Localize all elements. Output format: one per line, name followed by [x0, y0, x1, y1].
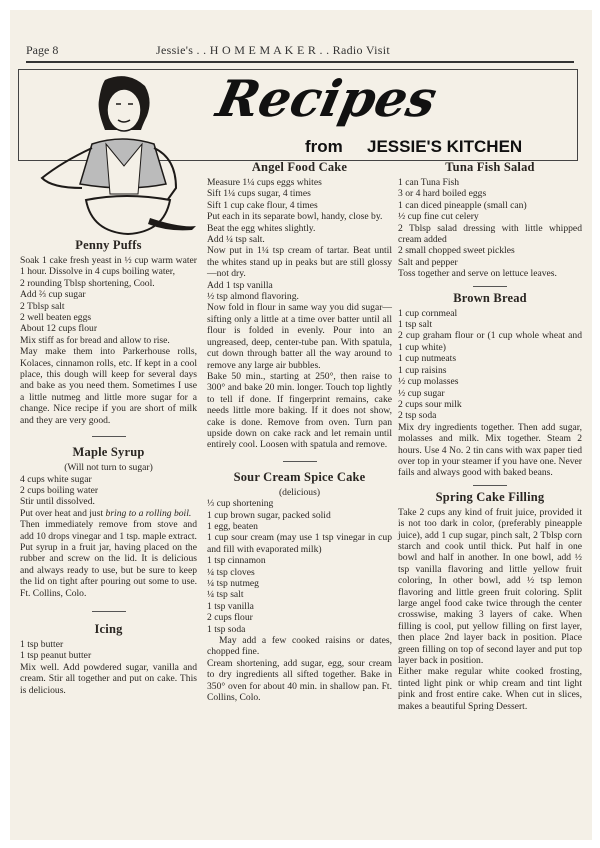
recipe-title: Maple Syrup [72, 445, 145, 460]
header-rule [26, 61, 574, 63]
recipe-tuna-fish-salad [398, 160, 582, 280]
recipe-line: ⅓ cup shortening [207, 498, 274, 510]
recipe-line: 1 tsp vanilla [207, 600, 254, 612]
recipe-line: 1 cup sour cream (may use 1 tsp vinegar in cup and fill with evaporated milk) [207, 532, 392, 555]
recipe-brown-bread [398, 291, 582, 479]
recipes-script-title: Recipes [211, 70, 442, 128]
recipe-line: 2 Tblsp salad dressing with little whipped cream added [398, 222, 582, 246]
recipe-line: Mix well. Add powdered sugar, vanilla and cream. Stir all together and put on cake. This is delicious. [20, 661, 197, 696]
recipe-title: Spring Cake Filling [435, 489, 545, 504]
recipe-subtitle: (Will not turn to sugar) [64, 462, 153, 474]
recipe-line: 2 Tblsp salt [20, 300, 65, 312]
text: Put over heat and just [20, 507, 106, 519]
recipe-line: 3 or 4 hard boiled eggs [398, 188, 487, 200]
recipe-subtitle: (delicious) [278, 486, 321, 498]
recipe-line [20, 508, 197, 519]
recipe-line: 4 cups white sugar [20, 473, 92, 485]
magazine-page [10, 10, 592, 840]
recipe-line: Salt and pepper [398, 256, 458, 268]
recipe-title: Penny Puffs [75, 238, 142, 252]
recipe-line: 2 cups sour milk [398, 398, 462, 410]
column-middle [207, 160, 392, 703]
recipe-line: ¼ tsp salt [207, 589, 244, 601]
column-left [20, 238, 197, 696]
recipe-line: Then immediately remove from stove and add 10 drops vinegar and 1 tsp. maple extract. [20, 519, 197, 542]
banner-from: from [305, 137, 343, 156]
page-number: Page 8 [26, 43, 59, 57]
section-divider [92, 611, 126, 612]
recipe-line: Cream shortening, add sugar, egg, sour cream to dry ingredients all sifted together. Bake in 350° oven for about 40 min. in shallow pan. Ft. Collins, Colo. [207, 657, 392, 704]
recipe-spring-cake-filling [398, 490, 582, 712]
recipe-line: 1 tsp soda [207, 623, 246, 635]
recipe-line: Soak 1 cake fresh yeast in ½ cup warm water 1 hour. Dissolve in 4 cups boiling water, [20, 255, 197, 278]
recipe-line: 2 well beaten eggs [20, 312, 92, 324]
recipe-maple-syrup [20, 445, 197, 599]
recipe-line: Sift 1¼ cups sugar, 4 times [207, 188, 311, 200]
section-divider [92, 436, 126, 437]
recipe-icing [20, 622, 197, 696]
recipe-title: Angel Food Cake [251, 160, 348, 174]
cook-illustration [30, 68, 200, 248]
recipe-line: Now put in 1¼ tsp cream of tartar. Beat until the whites stand up in peaks but are still glossy—not dry. [207, 245, 392, 280]
recipe-line: Add ¼ tsp salt. [207, 234, 265, 246]
recipe-line: Now fold in flour in same way you did sugar—sifting only a little at a time over batter until all flour is folded in evenly. Pour into an ungreased, deep, center-tube pan. With spatula, cut down through batter all the way around to remove any large air bubbles. [207, 302, 392, 371]
recipe-line: 2 cups flour [207, 612, 253, 624]
recipe-line: 1 egg, beaten [207, 520, 258, 532]
emphasis-text: bring to a rolling boil. [105, 507, 192, 519]
recipe-line: 1 tsp cinnamon [207, 555, 266, 567]
recipe-line: 2 cup graham flour or (1 cup whole wheat and 1 cup white) [398, 330, 582, 353]
recipe-angel-food-cake [207, 160, 392, 451]
section-divider [283, 461, 317, 462]
recipe-title: Sour Cream Spice Cake [233, 469, 366, 484]
recipe-line: Add ⅔ cup sugar [20, 289, 86, 301]
recipe-line: ¼ tsp nutmeg [207, 578, 259, 589]
recipe-line: Put each in its separate bowl, handy, close by. [207, 211, 383, 223]
recipe-line: ½ cup molasses [398, 376, 459, 388]
running-title: Jessie's . . H O M E M A K E R . . Radio Visit [156, 43, 391, 57]
recipe-line: 1 tsp butter [20, 638, 64, 650]
recipe-line: 1 cup cornmeal [398, 307, 458, 319]
recipe-line: 1 cup raisins [398, 364, 447, 376]
recipe-line: 1 cup brown sugar, packed solid [207, 509, 331, 521]
recipe-title: Brown Bread [453, 290, 527, 305]
recipe-line: Take 2 cups any kind of fruit juice, provided it is not too dark in color, (preferably pineapple juice), add 1 cup sugar, pinch salt, 2 Tblsp corn starch and cook until thick. Put half in one bowl and half in another. In one bowl, add ½ tsp vanilla flavoring and little yellow fruit coloring, In other bowl, add ½ tsp lemon flavoring and little green fruit coloring. Split large angel food cake twice through the center crosswise, making 3 layers of cake. When filling is cool, put yellow filling on first layer, then place 2nd layer back in position. Place green filling on top of second layer and put top layer back in position. [398, 506, 582, 667]
recipe-line: 1 can diced pineapple (small can) [398, 199, 527, 211]
section-divider [473, 485, 507, 486]
recipe-line: May add a few cooked raisins or dates, chopped fine. [207, 635, 392, 658]
recipe-line: Put syrup in a fruit jar, having placed on the rubber and screw on the lid. It is delicious and always ready to use, but be sure to keep the lid on tight after pouring out some to use. Ft. Collins, Colo. [20, 541, 197, 599]
recipe-line: 1 tsp peanut butter [20, 650, 92, 662]
recipe-line: May make them into Parkerhouse rolls, Kolaces, cinnamon rolls, etc. If kept in a cool place, this dough will keep for several days and bake as you need them. Sometimes I use a little nutmeg and little more sugar for a change. Nice recipe if you are short of milk and they are very good. [20, 346, 197, 426]
recipe-line: Mix dry ingredients together. Then add sugar, molasses and milk. Mix together. Steam 2 hours. Use 4 No. 2 tin cans with wax paper tied over top in your steamer if you have one. Never fails and always good with baked beans. [398, 421, 582, 479]
recipe-line: Toss together and serve on lettuce leaves. [398, 268, 557, 280]
recipe-line: Stir until dissolved. [20, 496, 95, 508]
recipe-title: Tuna Fish Salad [445, 160, 535, 174]
recipe-line: Measure 1¼ cups eggs whites [207, 177, 322, 188]
recipes-banner-title [210, 70, 580, 160]
recipe-line: 1 cup nutmeats [398, 353, 457, 365]
recipe-line: Bake 50 min., starting at 250°, then raise to 300° and bake 20 min. longer. Touch top lightly to tell if done. If fingerprint remains, cake needs little more baking. If it does not show, cake is done. Remove from oven. Turn pan upside down on cake rack and let remain until entirely cool. Loosen with spatula and remove. [207, 370, 392, 451]
recipe-line: 2 cups boiling water [20, 484, 99, 496]
recipe-penny-puffs [20, 238, 197, 426]
recipe-line: ½ cup fine cut celery [398, 211, 479, 223]
recipe-line: About 12 cups flour [20, 323, 98, 335]
recipe-line: Mix stiff as for bread and allow to rise. [20, 334, 170, 346]
recipe-sour-cream-spice-cake [207, 470, 392, 704]
recipe-line: Beat the egg whites slightly. [207, 222, 316, 234]
section-divider [473, 286, 507, 287]
banner-kitchen: JESSIE'S KITCHEN [367, 137, 523, 156]
recipe-line: 2 small chopped sweet pickles [398, 245, 515, 257]
column-right [398, 160, 582, 712]
recipe-line: 1 tsp salt [398, 319, 433, 331]
recipe-line: Sift 1 cup cake flour, 4 times [207, 199, 318, 211]
recipe-line: 2 tsp soda [398, 410, 437, 422]
recipe-line: Add 1 tsp vanilla [207, 279, 273, 291]
recipe-line: ¼ tsp cloves [207, 566, 255, 578]
recipe-line: ½ cup sugar [398, 387, 445, 399]
recipe-line: ½ tsp almond flavoring. [207, 291, 299, 303]
recipe-title: Icing [94, 621, 123, 636]
recipe-line: 1 can Tuna Fish [398, 177, 460, 188]
recipe-line: Either make regular white cooked frosting, tinted light pink or whip cream and tint light pink and frost entire cake. When cut in slices, makes a beautiful Spring Dessert. [398, 666, 582, 712]
recipe-line: 2 rounding Tblsp shortening, Cool. [20, 277, 155, 289]
